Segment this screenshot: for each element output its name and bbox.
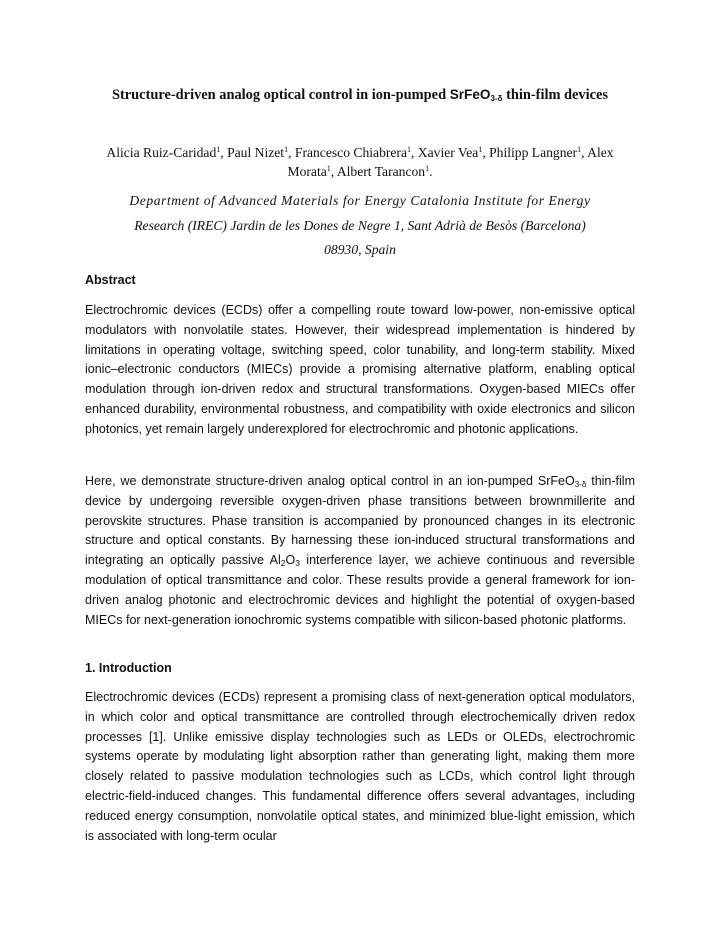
introduction-heading: 1. Introduction xyxy=(85,661,172,675)
affiliation-line-2: Research (IREC) Jardin de les Dones de Negre 1, Sant Adrià de Besòs (Barcelona) xyxy=(134,217,586,233)
affiliation-line-1: Department of Advanced Materials for Energy Catalonia Institute for Energy xyxy=(129,193,591,208)
author: Alicia Ruiz-Caridad$^1$, xyxy=(106,145,228,160)
author: Alex Morata$^1$, xyxy=(287,145,614,179)
abstract-paragraph-1: Electrochromic devices (ECDs) offer a compelling route toward low-power, non-emissive optical modulators with nonvolatile states. However, their widespread implementation is hindered by limitations in operating voltage, switching speed, color tunability, and long-term stability. Mixed ionic–electronic conductors (MIECs) provide a promising alternative platform, enabling optical modulation through ion-driven redox and structural transformations. Oxygen-based MIECs offer enhanced durability, environmental robustness, and compatibility with oxide electronics and silicon photonics, yet remain largely underexplored for electrochromic and photonic applications. xyxy=(85,303,635,436)
affiliation-line-3: 08930, Spain xyxy=(324,242,396,257)
author: Albert Tarancon$^1$. xyxy=(336,164,433,179)
title-suffix: thin-film devices xyxy=(506,87,608,103)
author: Xavier Vea$^1$, xyxy=(417,145,490,160)
author: Philipp Langner$^1$, xyxy=(489,145,588,160)
author: Paul Nizet$^1$, xyxy=(227,145,295,160)
abstract-paragraph-2: Here, we demonstrate structure-driven analog optical control in an ion-pumped SrFeO$_{3-\delta}$ thin-film device by undergoing reversible oxygen-driven phase transitions between brownmillerite and perovskite structures. Phase transition is accompanied by pronounced changes in its electronic structure and optical constants. By harnessing these ion-induced structural transformations and integrating an optically passive $Al_2O_3$ interference layer, we achieve continuous and reversible modulation of optical transmittance and color. These results provide a general framework for ion-driven analog photonic and electrochromic devices and highlight the potential of oxygen-based MIECs for next-generation ionochromic systems compatible with silicon-based photonic platforms. xyxy=(85,474,635,627)
paper-title xyxy=(60,86,660,108)
author-list xyxy=(88,143,632,181)
affiliation xyxy=(84,189,636,263)
abstract-heading: Abstract xyxy=(85,273,136,287)
title-prefix: Structure-driven analog optical control in ion-pumped xyxy=(112,87,447,103)
author: Francesco Chiabrera$^1$, xyxy=(294,145,418,160)
introduction-paragraph-1: Electrochromic devices (ECDs) represent a promising class of next-generation optical modulators, in which color and optical transmittance are controlled through electrochemically driven redox processes [1]. Unlike emissive display technologies such as LEDs or OLEDs, electrochromic systems operate by modulating light absorption rather than generating light, making them more closely related to passive modulation technologies such as LCDs, which control light through electric-field-induced changes. This fundamental difference offers several advantages, including reduced energy consumption, nonvolatile optical states, and minimized blue-light emission, which is associated with long-term ocular xyxy=(85,690,635,843)
title-formula: SrFeO$_{3-\delta}$ xyxy=(449,87,503,103)
